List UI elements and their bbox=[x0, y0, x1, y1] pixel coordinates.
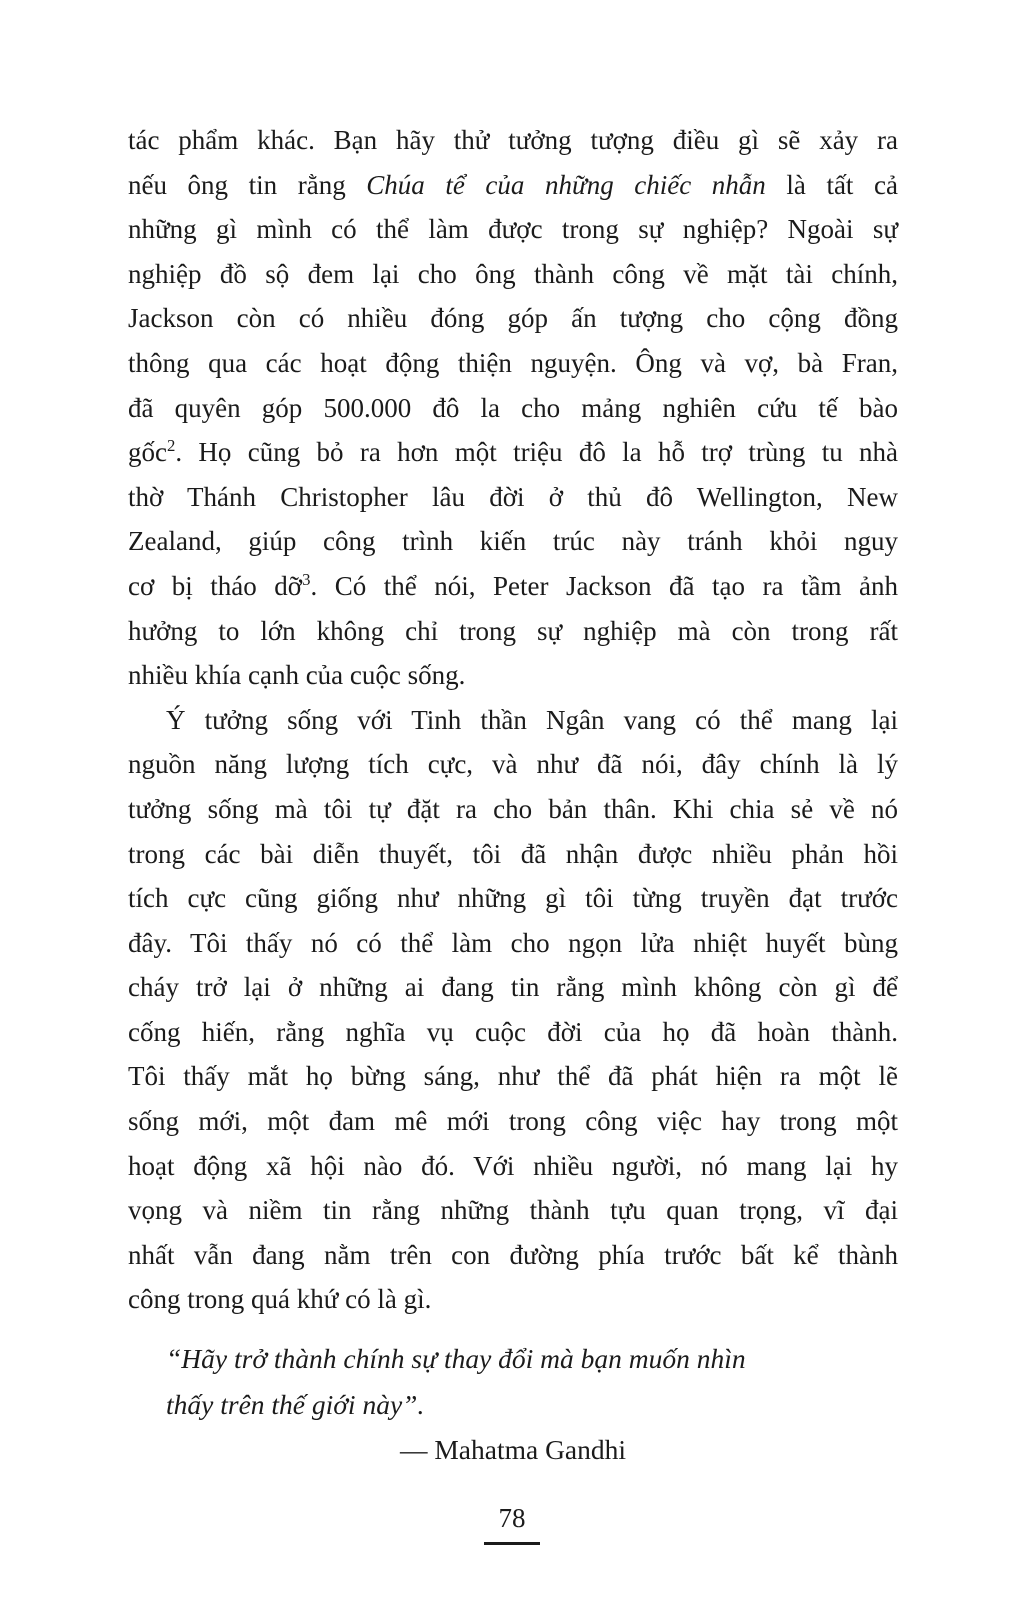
text-run: . Họ cũng bỏ ra hơn một triệu đô la hỗ trợ trùng tu nhà bbox=[175, 437, 898, 468]
text-run: đây. Tôi thấy nó có thể làm cho ngọn lửa nhiệt huyết bùng bbox=[128, 927, 898, 958]
text-run: Chúa tể của những chiếc nhẫn bbox=[366, 169, 766, 200]
text-line bbox=[128, 118, 898, 163]
paragraph-2 bbox=[128, 698, 898, 1322]
text-line bbox=[128, 207, 898, 252]
text-run: cơ bị tháo dỡ bbox=[128, 570, 303, 601]
text-line bbox=[128, 1010, 898, 1055]
text-line bbox=[128, 430, 898, 475]
text-line bbox=[128, 698, 898, 743]
text-run: công trong quá khứ có là gì. bbox=[128, 1284, 432, 1315]
text-line bbox=[128, 1144, 898, 1189]
paragraph-1 bbox=[128, 118, 898, 698]
text-run: thông qua các hoạt động thiện nguyện. Ông và vợ, bà Fran, bbox=[128, 347, 898, 378]
text-run: nghiệp đồ sộ đem lại cho ông thành công về mặt tài chính, bbox=[128, 258, 898, 289]
text-line bbox=[128, 1099, 898, 1144]
text-line bbox=[128, 609, 898, 654]
text-line bbox=[128, 519, 898, 564]
text-run: gốc bbox=[128, 437, 167, 468]
text-line bbox=[128, 296, 898, 341]
text-line bbox=[128, 876, 898, 921]
footnote-marker: 3 bbox=[302, 569, 311, 589]
text-line bbox=[128, 386, 898, 431]
text-line bbox=[128, 1188, 898, 1233]
text-line bbox=[128, 1277, 898, 1322]
quote-attribution: — Mahatma Gandhi bbox=[399, 1434, 627, 1466]
text-run: tích cực cũng giống như những gì tôi từng truyền đạt trước bbox=[128, 883, 898, 914]
text-line bbox=[128, 163, 898, 208]
text-run: đã quyên góp 500.000 đô la cho mảng nghiên cứu tế bào bbox=[128, 392, 898, 423]
text-run: hưởng to lớn không chỉ trong sự nghiệp mà còn trong rất bbox=[128, 615, 898, 646]
text-line bbox=[128, 475, 898, 520]
text-run: cháy trở lại ở những ai đang tin rằng mình không còn gì để bbox=[128, 972, 898, 1003]
quote-line: thấy trên thế giới này”. bbox=[166, 1389, 425, 1421]
text-run: hoạt động xã hội nào đó. Với nhiều người, nó mang lại hy bbox=[128, 1150, 898, 1181]
text-run: nhiều khía cạnh của cuộc sống. bbox=[128, 660, 466, 691]
text-line bbox=[128, 921, 898, 966]
text-run: thờ Thánh Christopher lâu đời ở thủ đô Wellington, New bbox=[128, 481, 898, 512]
footnote-marker: 2 bbox=[166, 436, 176, 456]
text-line bbox=[128, 252, 898, 297]
text-run: trong các bài diễn thuyết, tôi đã nhận được nhiều phản hồi bbox=[128, 838, 898, 869]
text-line bbox=[128, 564, 898, 609]
text-run: sống mới, một đam mê mới trong công việc hay trong một bbox=[128, 1106, 898, 1137]
text-run: nguồn năng lượng tích cực, và như đã nói, đây chính là lý bbox=[128, 749, 898, 780]
quote-block bbox=[128, 1336, 898, 1428]
text-line bbox=[128, 1054, 898, 1099]
text-run: Zealand, giúp công trình kiến trúc này tránh khỏi nguy bbox=[128, 526, 898, 557]
text-run: nhất vẫn đang nằm trên con đường phía trước bất kể thành bbox=[128, 1239, 898, 1270]
page-footer bbox=[0, 1502, 1024, 1545]
text-run: Jackson còn có nhiều đóng góp ấn tượng cho cộng đồng bbox=[128, 303, 898, 334]
text-line bbox=[128, 341, 898, 386]
text-line bbox=[128, 1233, 898, 1278]
text-run: Ý tưởng sống với Tinh thần Ngân vang có thể mang lại bbox=[166, 704, 898, 735]
text-run: tưởng sống mà tôi tự đặt ra cho bản thân. Khi chia sẻ về nó bbox=[128, 793, 898, 824]
text-line bbox=[128, 742, 898, 787]
text-run: vọng và niềm tin rằng những thành tựu quan trọng, vĩ đại bbox=[128, 1195, 898, 1226]
text-line bbox=[128, 832, 898, 877]
text-run: những gì mình có thể làm được trong sự nghiệp? Ngoài sự bbox=[128, 214, 898, 245]
text-run: Tôi thấy mắt họ bừng sáng, như thể đã phát hiện ra một lẽ bbox=[128, 1061, 898, 1092]
text-line bbox=[128, 787, 898, 832]
text-line bbox=[128, 965, 898, 1010]
text-run: cống hiến, rằng nghĩa vụ cuộc đời của họ đã hoàn thành. bbox=[128, 1016, 898, 1047]
text-line bbox=[128, 653, 898, 698]
text-run: tác phẩm khác. Bạn hãy thử tưởng tượng điều gì sẽ xảy ra bbox=[128, 125, 898, 155]
page-number-rule bbox=[484, 1542, 540, 1545]
quote-line: “Hãy trở thành chính sự thay đổi mà bạn muốn nhìn bbox=[166, 1343, 746, 1375]
text-run: . Có thể nói, Peter Jackson đã tạo ra tầm ảnh bbox=[310, 570, 898, 601]
text-run: là tất cả bbox=[765, 169, 898, 200]
text-run: nếu ông tin rằng bbox=[128, 169, 367, 200]
body-text bbox=[128, 118, 898, 1472]
page-number: 78 bbox=[498, 1503, 526, 1533]
